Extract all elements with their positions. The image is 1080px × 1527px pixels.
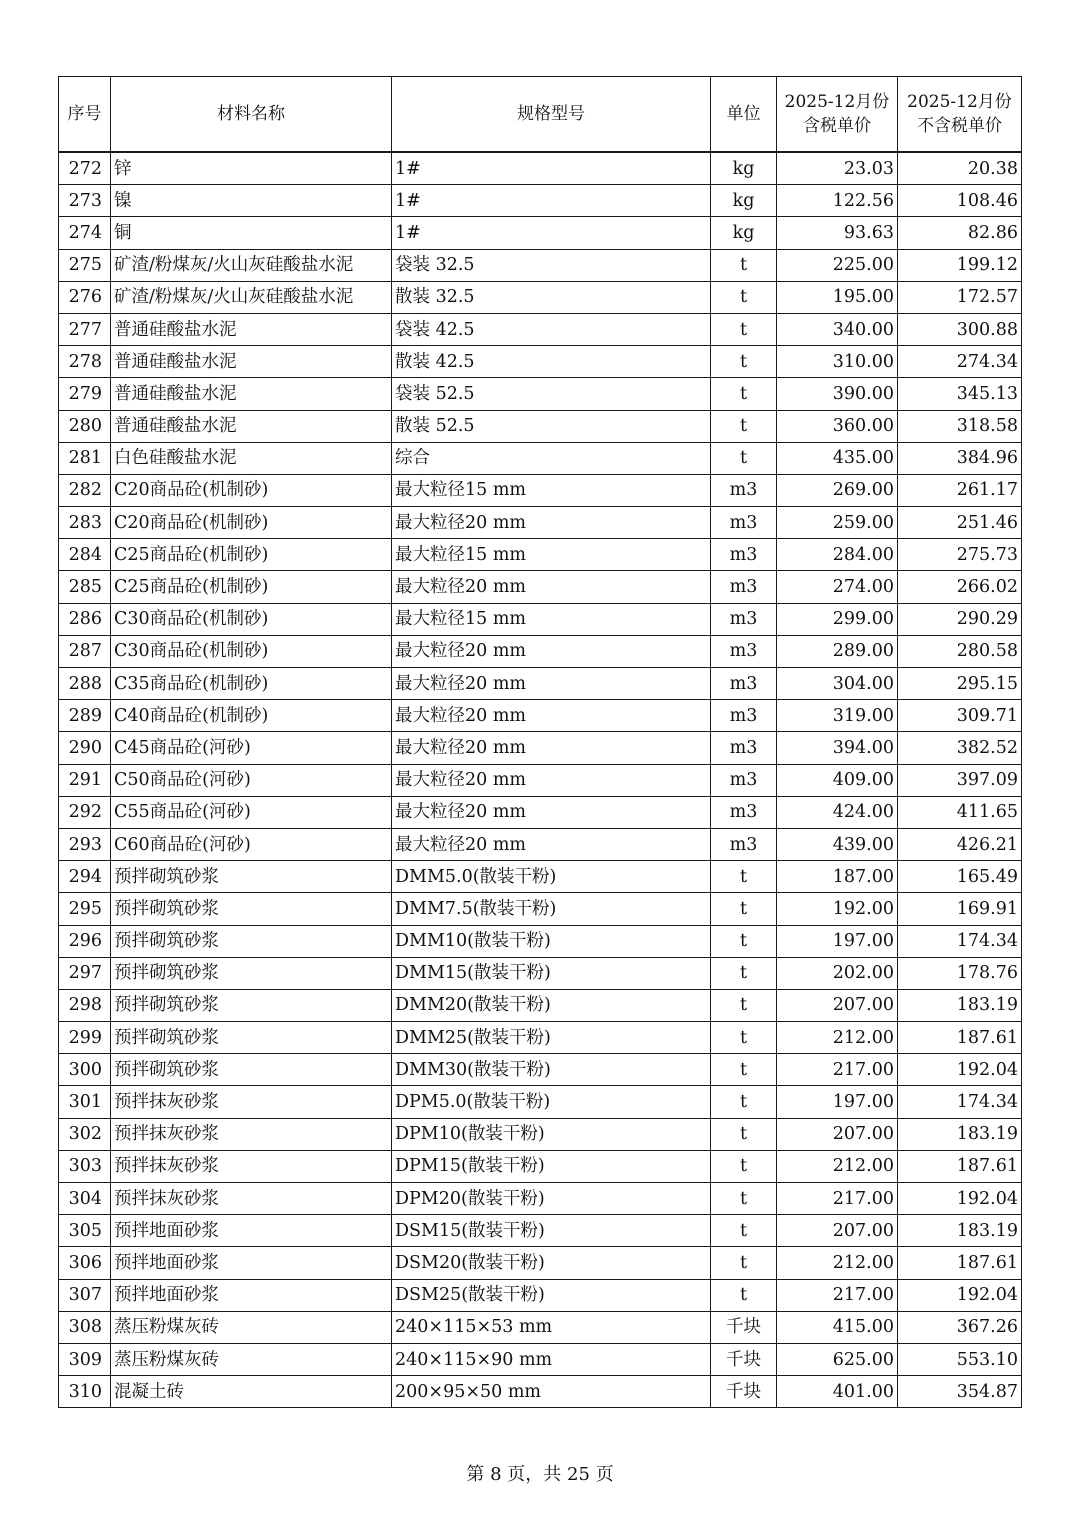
cell-price-tax: 192.00: [777, 893, 898, 925]
table-row: [59, 1022, 1022, 1054]
cell-unit: t: [711, 861, 777, 893]
cell-unit: t: [711, 1215, 777, 1247]
cell-name: 普通硅酸盐水泥: [111, 378, 392, 410]
cell-no: 301: [59, 1086, 111, 1118]
cell-unit: t: [711, 1054, 777, 1086]
cell-spec: 综合: [392, 442, 711, 474]
cell-name: 预拌抹灰砂浆: [111, 1150, 392, 1182]
cell-price-tax: 217.00: [777, 1054, 898, 1086]
cell-unit: t: [711, 1183, 777, 1215]
cell-no: 281: [59, 442, 111, 474]
cell-name: C35商品砼(机制砂): [111, 668, 392, 700]
cell-price-notax: 187.61: [898, 1150, 1022, 1182]
table-row: [59, 571, 1022, 603]
cell-price-tax: 274.00: [777, 571, 898, 603]
cell-unit: kg: [711, 185, 777, 217]
cell-unit: t: [711, 378, 777, 410]
cell-spec: 散装 42.5: [392, 346, 711, 378]
cell-name: 锌: [111, 152, 392, 185]
page-footer: 第 8 页，共 25 页: [466, 1464, 614, 1485]
cell-no: 285: [59, 571, 111, 603]
header-name: 材料名称: [111, 77, 392, 153]
cell-spec: 最大粒径20 mm: [392, 507, 711, 539]
cell-name: 预拌砌筑砂浆: [111, 925, 392, 957]
cell-no: 276: [59, 281, 111, 313]
table-row: [59, 1150, 1022, 1182]
table-row: [59, 764, 1022, 796]
cell-unit: m3: [711, 571, 777, 603]
cell-price-notax: 187.61: [898, 1247, 1022, 1279]
cell-unit: m3: [711, 828, 777, 860]
cell-unit: t: [711, 957, 777, 989]
cell-unit: t: [711, 442, 777, 474]
table-row: [59, 442, 1022, 474]
table-row: [59, 1118, 1022, 1150]
cell-price-notax: 183.19: [898, 1118, 1022, 1150]
table-row: [59, 152, 1022, 185]
cell-spec: DPM15(散装干粉): [392, 1150, 711, 1182]
cell-spec: 袋装 32.5: [392, 249, 711, 281]
table-row: [59, 796, 1022, 828]
cell-no: 275: [59, 249, 111, 281]
cell-price-tax: 304.00: [777, 668, 898, 700]
cell-unit: t: [711, 281, 777, 313]
cell-price-tax: 23.03: [777, 152, 898, 185]
cell-unit: m3: [711, 700, 777, 732]
cell-name: 矿渣/粉煤灰/火山灰硅酸盐水泥: [111, 281, 392, 313]
cell-spec: 1#: [392, 152, 711, 185]
table-row: [59, 1376, 1022, 1408]
table-row: [59, 474, 1022, 506]
cell-unit: t: [711, 1150, 777, 1182]
cell-no: 306: [59, 1247, 111, 1279]
cell-price-tax: 93.63: [777, 217, 898, 249]
cell-unit: m3: [711, 796, 777, 828]
cell-name: C55商品砼(河砂): [111, 796, 392, 828]
table-row: [59, 893, 1022, 925]
cell-unit: kg: [711, 152, 777, 185]
cell-unit: t: [711, 1118, 777, 1150]
cell-price-notax: 178.76: [898, 957, 1022, 989]
table-row: [59, 1215, 1022, 1247]
cell-price-tax: 394.00: [777, 732, 898, 764]
price-table: [58, 76, 1022, 1408]
cell-spec: DMM15(散装干粉): [392, 957, 711, 989]
cell-price-tax: 390.00: [777, 378, 898, 410]
cell-name: C25商品砼(机制砂): [111, 539, 392, 571]
cell-spec: DSM20(散装干粉): [392, 1247, 711, 1279]
cell-name: C20商品砼(机制砂): [111, 507, 392, 539]
table-row: [59, 1086, 1022, 1118]
cell-no: 274: [59, 217, 111, 249]
cell-name: 预拌砌筑砂浆: [111, 893, 392, 925]
cell-price-notax: 82.86: [898, 217, 1022, 249]
table-row: [59, 1279, 1022, 1311]
cell-name: 预拌抹灰砂浆: [111, 1118, 392, 1150]
cell-spec: 1#: [392, 185, 711, 217]
table-row: [59, 249, 1022, 281]
cell-price-notax: 165.49: [898, 861, 1022, 893]
cell-no: 298: [59, 989, 111, 1021]
cell-price-tax: 319.00: [777, 700, 898, 732]
cell-price-notax: 300.88: [898, 313, 1022, 345]
cell-spec: DSM25(散装干粉): [392, 1279, 711, 1311]
cell-spec: 最大粒径20 mm: [392, 635, 711, 667]
cell-price-notax: 397.09: [898, 764, 1022, 796]
header-no: 序号: [59, 77, 111, 153]
cell-name: 预拌抹灰砂浆: [111, 1086, 392, 1118]
cell-price-notax: 345.13: [898, 378, 1022, 410]
cell-no: 300: [59, 1054, 111, 1086]
cell-name: 预拌砌筑砂浆: [111, 861, 392, 893]
cell-price-notax: 199.12: [898, 249, 1022, 281]
cell-unit: t: [711, 313, 777, 345]
cell-no: 287: [59, 635, 111, 667]
cell-name: 铜: [111, 217, 392, 249]
cell-name: 普通硅酸盐水泥: [111, 346, 392, 378]
cell-price-notax: 274.34: [898, 346, 1022, 378]
cell-spec: DMM25(散装干粉): [392, 1022, 711, 1054]
cell-no: 277: [59, 313, 111, 345]
cell-price-notax: 20.38: [898, 152, 1022, 185]
cell-price-tax: 197.00: [777, 1086, 898, 1118]
cell-price-tax: 439.00: [777, 828, 898, 860]
cell-name: 预拌砌筑砂浆: [111, 1022, 392, 1054]
cell-no: 282: [59, 474, 111, 506]
cell-spec: 袋装 52.5: [392, 378, 711, 410]
cell-spec: 1#: [392, 217, 711, 249]
cell-price-tax: 284.00: [777, 539, 898, 571]
cell-price-tax: 409.00: [777, 764, 898, 796]
cell-spec: DPM20(散装干粉): [392, 1183, 711, 1215]
cell-name: 蒸压粉煤灰砖: [111, 1343, 392, 1375]
cell-spec: 最大粒径15 mm: [392, 603, 711, 635]
table-row: [59, 1311, 1022, 1343]
table-row: [59, 1054, 1022, 1086]
cell-price-notax: 367.26: [898, 1311, 1022, 1343]
cell-price-tax: 195.00: [777, 281, 898, 313]
cell-price-notax: 174.34: [898, 925, 1022, 957]
cell-no: 294: [59, 861, 111, 893]
cell-price-notax: 280.58: [898, 635, 1022, 667]
cell-no: 286: [59, 603, 111, 635]
cell-spec: 最大粒径20 mm: [392, 732, 711, 764]
cell-no: 289: [59, 700, 111, 732]
cell-spec: DMM7.5(散装干粉): [392, 893, 711, 925]
table-row: [59, 957, 1022, 989]
cell-no: 290: [59, 732, 111, 764]
table-row: [59, 732, 1022, 764]
cell-spec: 最大粒径20 mm: [392, 796, 711, 828]
cell-name: C30商品砼(机制砂): [111, 635, 392, 667]
cell-price-notax: 192.04: [898, 1279, 1022, 1311]
cell-spec: 最大粒径15 mm: [392, 539, 711, 571]
cell-price-notax: 169.91: [898, 893, 1022, 925]
cell-name: 预拌砌筑砂浆: [111, 957, 392, 989]
cell-price-tax: 217.00: [777, 1279, 898, 1311]
cell-price-notax: 192.04: [898, 1183, 1022, 1215]
cell-price-tax: 259.00: [777, 507, 898, 539]
cell-unit: kg: [711, 217, 777, 249]
cell-name: C45商品砼(河砂): [111, 732, 392, 764]
cell-price-tax: 187.00: [777, 861, 898, 893]
cell-price-tax: 212.00: [777, 1022, 898, 1054]
cell-unit: t: [711, 925, 777, 957]
table-row: [59, 410, 1022, 442]
cell-price-notax: 426.21: [898, 828, 1022, 860]
cell-price-tax: 415.00: [777, 1311, 898, 1343]
cell-price-notax: 187.61: [898, 1022, 1022, 1054]
cell-name: 预拌抹灰砂浆: [111, 1183, 392, 1215]
cell-unit: t: [711, 989, 777, 1021]
header-row: [59, 77, 1022, 153]
cell-no: 303: [59, 1150, 111, 1182]
cell-price-notax: 354.87: [898, 1376, 1022, 1408]
cell-no: 292: [59, 796, 111, 828]
cell-unit: m3: [711, 635, 777, 667]
cell-price-notax: 411.65: [898, 796, 1022, 828]
cell-no: 280: [59, 410, 111, 442]
cell-unit: m3: [711, 603, 777, 635]
cell-no: 284: [59, 539, 111, 571]
cell-spec: DPM10(散装干粉): [392, 1118, 711, 1150]
cell-name: 预拌地面砂浆: [111, 1215, 392, 1247]
cell-price-tax: 424.00: [777, 796, 898, 828]
cell-no: 299: [59, 1022, 111, 1054]
cell-no: 272: [59, 152, 111, 185]
cell-name: C30商品砼(机制砂): [111, 603, 392, 635]
cell-spec: DMM5.0(散装干粉): [392, 861, 711, 893]
cell-spec: 最大粒径15 mm: [392, 474, 711, 506]
table-row: [59, 1343, 1022, 1375]
cell-price-notax: 251.46: [898, 507, 1022, 539]
cell-price-tax: 310.00: [777, 346, 898, 378]
cell-spec: 最大粒径20 mm: [392, 764, 711, 796]
cell-price-tax: 207.00: [777, 1215, 898, 1247]
cell-price-notax: 183.19: [898, 989, 1022, 1021]
cell-no: 304: [59, 1183, 111, 1215]
cell-price-notax: 295.15: [898, 668, 1022, 700]
cell-spec: DSM15(散装干粉): [392, 1215, 711, 1247]
header-price-notax-line2: 不含税单价: [917, 116, 1002, 136]
cell-price-tax: 340.00: [777, 313, 898, 345]
cell-price-tax: 207.00: [777, 1118, 898, 1150]
cell-no: 283: [59, 507, 111, 539]
cell-name: 普通硅酸盐水泥: [111, 410, 392, 442]
table-row: [59, 925, 1022, 957]
cell-unit: m3: [711, 507, 777, 539]
cell-no: 305: [59, 1215, 111, 1247]
cell-name: C60商品砼(河砂): [111, 828, 392, 860]
cell-price-notax: 266.02: [898, 571, 1022, 603]
cell-unit: 千块: [711, 1343, 777, 1375]
cell-no: 297: [59, 957, 111, 989]
table-header: [59, 77, 1022, 153]
cell-spec: 散装 32.5: [392, 281, 711, 313]
cell-name: 混凝土砖: [111, 1376, 392, 1408]
cell-name: 镍: [111, 185, 392, 217]
cell-name: C20商品砼(机制砂): [111, 474, 392, 506]
cell-name: 预拌砌筑砂浆: [111, 989, 392, 1021]
cell-name: 普通硅酸盐水泥: [111, 313, 392, 345]
table-row: [59, 668, 1022, 700]
cell-price-tax: 401.00: [777, 1376, 898, 1408]
cell-price-tax: 269.00: [777, 474, 898, 506]
cell-name: 预拌地面砂浆: [111, 1279, 392, 1311]
cell-price-notax: 261.17: [898, 474, 1022, 506]
cell-price-notax: 275.73: [898, 539, 1022, 571]
cell-unit: m3: [711, 732, 777, 764]
table-row: [59, 346, 1022, 378]
cell-unit: t: [711, 346, 777, 378]
cell-price-notax: 192.04: [898, 1054, 1022, 1086]
cell-no: 279: [59, 378, 111, 410]
cell-no: 296: [59, 925, 111, 957]
cell-price-notax: 108.46: [898, 185, 1022, 217]
cell-price-tax: 122.56: [777, 185, 898, 217]
cell-no: 293: [59, 828, 111, 860]
cell-name: C40商品砼(机制砂): [111, 700, 392, 732]
table-row: [59, 313, 1022, 345]
cell-name: 白色硅酸盐水泥: [111, 442, 392, 474]
table-row: [59, 217, 1022, 249]
cell-price-tax: 217.00: [777, 1183, 898, 1215]
cell-unit: t: [711, 410, 777, 442]
cell-no: 288: [59, 668, 111, 700]
cell-spec: 240×115×53 mm: [392, 1311, 711, 1343]
cell-no: 310: [59, 1376, 111, 1408]
cell-price-notax: 318.58: [898, 410, 1022, 442]
cell-unit: t: [711, 1022, 777, 1054]
header-price-notax-line1: 2025-12月份: [907, 92, 1012, 112]
cell-no: 278: [59, 346, 111, 378]
cell-price-notax: 290.29: [898, 603, 1022, 635]
table-row: [59, 635, 1022, 667]
cell-spec: 袋装 42.5: [392, 313, 711, 345]
table-row: [59, 700, 1022, 732]
table-row: [59, 185, 1022, 217]
cell-unit: m3: [711, 668, 777, 700]
cell-spec: DMM20(散装干粉): [392, 989, 711, 1021]
table-body: [59, 152, 1022, 1408]
cell-no: 295: [59, 893, 111, 925]
cell-spec: 最大粒径20 mm: [392, 668, 711, 700]
header-price-tax-line1: 2025-12月份: [784, 92, 890, 112]
cell-price-tax: 360.00: [777, 410, 898, 442]
cell-price-tax: 197.00: [777, 925, 898, 957]
cell-spec: 240×115×90 mm: [392, 1343, 711, 1375]
cell-price-tax: 225.00: [777, 249, 898, 281]
cell-unit: t: [711, 1279, 777, 1311]
cell-name: C50商品砼(河砂): [111, 764, 392, 796]
header-price-notax: [898, 77, 1022, 153]
cell-unit: t: [711, 893, 777, 925]
table-row: [59, 603, 1022, 635]
cell-spec: 最大粒径20 mm: [392, 700, 711, 732]
cell-no: 291: [59, 764, 111, 796]
cell-unit: m3: [711, 764, 777, 796]
table-row: [59, 281, 1022, 313]
cell-price-tax: 202.00: [777, 957, 898, 989]
cell-price-notax: 384.96: [898, 442, 1022, 474]
cell-spec: DMM10(散装干粉): [392, 925, 711, 957]
cell-price-tax: 289.00: [777, 635, 898, 667]
cell-price-tax: 212.00: [777, 1247, 898, 1279]
cell-no: 308: [59, 1311, 111, 1343]
cell-price-notax: 183.19: [898, 1215, 1022, 1247]
cell-price-tax: 435.00: [777, 442, 898, 474]
table-row: [59, 378, 1022, 410]
cell-spec: 散装 52.5: [392, 410, 711, 442]
cell-spec: 200×95×50 mm: [392, 1376, 711, 1408]
cell-spec: DMM30(散装干粉): [392, 1054, 711, 1086]
cell-unit: m3: [711, 539, 777, 571]
table-row: [59, 989, 1022, 1021]
cell-price-notax: 382.52: [898, 732, 1022, 764]
cell-unit: t: [711, 1086, 777, 1118]
cell-unit: t: [711, 249, 777, 281]
cell-price-notax: 553.10: [898, 1343, 1022, 1375]
cell-price-notax: 309.71: [898, 700, 1022, 732]
table-row: [59, 828, 1022, 860]
cell-no: 309: [59, 1343, 111, 1375]
cell-no: 307: [59, 1279, 111, 1311]
cell-name: 预拌地面砂浆: [111, 1247, 392, 1279]
table-row: [59, 539, 1022, 571]
cell-name: 矿渣/粉煤灰/火山灰硅酸盐水泥: [111, 249, 392, 281]
header-price-tax-line2: 含税单价: [803, 116, 871, 136]
cell-no: 302: [59, 1118, 111, 1150]
table-row: [59, 507, 1022, 539]
header-spec: 规格型号: [392, 77, 711, 153]
cell-spec: 最大粒径20 mm: [392, 828, 711, 860]
cell-name: 蒸压粉煤灰砖: [111, 1311, 392, 1343]
header-unit: 单位: [711, 77, 777, 153]
cell-spec: 最大粒径20 mm: [392, 571, 711, 603]
cell-name: 预拌砌筑砂浆: [111, 1054, 392, 1086]
cell-unit: m3: [711, 474, 777, 506]
cell-price-tax: 207.00: [777, 989, 898, 1021]
table-row: [59, 1183, 1022, 1215]
table-row: [59, 861, 1022, 893]
cell-unit: 千块: [711, 1311, 777, 1343]
cell-no: 273: [59, 185, 111, 217]
cell-price-notax: 172.57: [898, 281, 1022, 313]
cell-price-tax: 299.00: [777, 603, 898, 635]
table-row: [59, 1247, 1022, 1279]
header-price-tax: [777, 77, 898, 153]
cell-unit: 千块: [711, 1376, 777, 1408]
cell-price-tax: 625.00: [777, 1343, 898, 1375]
cell-price-notax: 174.34: [898, 1086, 1022, 1118]
cell-name: C25商品砼(机制砂): [111, 571, 392, 603]
cell-unit: t: [711, 1247, 777, 1279]
cell-spec: DPM5.0(散装干粉): [392, 1086, 711, 1118]
cell-price-tax: 212.00: [777, 1150, 898, 1182]
